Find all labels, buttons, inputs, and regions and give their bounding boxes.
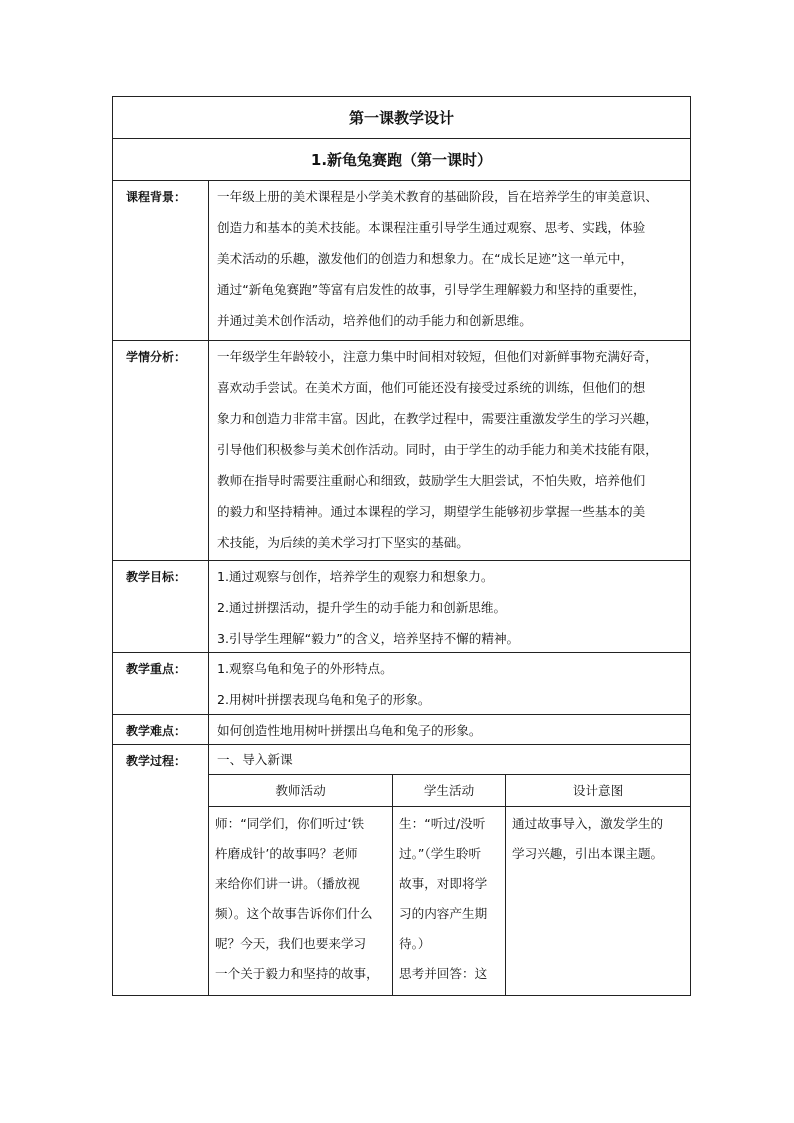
student-line: 过。”（学生聆听 — [399, 846, 482, 861]
design-intent-header: 设计意图 — [506, 775, 690, 807]
background-label: 课程背景： — [113, 181, 209, 340]
analysis-label: 学情分析： — [113, 341, 209, 560]
objective-item: 2.通过拼摆活动，提升学生的动手能力和创新思维。 — [217, 600, 507, 615]
analysis-line: 术技能，为后续的美术学习打下坚实的基础。 — [217, 535, 469, 550]
analysis-line: 喜欢动手尝试。在美术方面，他们可能还没有接受过系统的训练，但他们的想 — [217, 380, 646, 395]
analysis-line: 象力和创造力非常丰富。因此，在教学过程中，需要注重激发学生的学习兴趣， — [217, 411, 658, 426]
process-label: 教学过程： — [113, 745, 209, 996]
objectives-label: 教学目标： — [113, 561, 209, 652]
key-point-item: 1.观察乌龟和兔子的外形特点。 — [217, 661, 393, 676]
background-line: 并通过美术创作活动，培养他们的动手能力和创新思维。 — [217, 313, 532, 328]
background-line: 美术活动的乐趣，激发他们的创造力和想象力。在“成长足迹”这一单元中， — [217, 251, 634, 266]
objective-item: 1.通过观察与创作，培养学生的观察力和想象力。 — [217, 569, 494, 584]
difficulty-row — [113, 715, 690, 745]
student-line: 生：“听过/没听 — [399, 816, 486, 831]
student-activity-cell — [393, 807, 506, 996]
process-section-title: 一、导入新课 — [209, 745, 690, 775]
teacher-line: 呢？今天，我们也要来学习 — [215, 936, 367, 951]
objective-item: 3.引导学生理解“毅力”的含义，培养坚持不懈的精神。 — [217, 631, 520, 646]
design-intent-cell — [506, 807, 690, 996]
background-line: 一年级上册的美术课程是小学美术教育的基础阶段，旨在培养学生的审美意识、 — [217, 189, 658, 204]
key-point-item: 2.用树叶拼摆表现乌龟和兔子的形象。 — [217, 692, 431, 707]
student-line: 习的内容产生期 — [399, 906, 488, 921]
teacher-line: 杵磨成针’的故事吗？老师 — [215, 846, 358, 861]
teacher-activity-header: 教师活动 — [209, 775, 393, 807]
process-row — [113, 745, 690, 996]
teacher-line: 频）。这个故事告诉你们什么 — [215, 906, 373, 921]
intent-line: 通过故事导入，激发学生的 — [512, 816, 664, 831]
background-row — [113, 181, 690, 341]
teacher-line: 来给你们讲一讲。（播放视 — [215, 876, 360, 891]
analysis-line: 教师在指导时需要注重耐心和细致，鼓励学生大胆尝试，不怕失败，培养他们 — [217, 473, 646, 488]
analysis-line: 的毅力和坚持精神。通过本课程的学习，期望学生能够初步掌握一些基本的美 — [217, 504, 646, 519]
analysis-row — [113, 341, 690, 561]
analysis-content — [209, 341, 690, 558]
analysis-line: 引导他们积极参与美术创作活动。同时，由于学生的动手能力和美术技能有限， — [217, 442, 658, 457]
difficulty-content — [209, 715, 690, 746]
background-line: 通过“新龟兔赛跑”等富有启发性的故事，引导学生理解毅力和坚持的重要性， — [217, 282, 646, 297]
teacher-line: 师：“同学们，你们听过‘铁 — [215, 816, 365, 831]
intent-line: 学习兴趣，引出本课主题。 — [512, 846, 664, 861]
document-title: 第一课教学设计 — [113, 97, 690, 139]
key-points-label: 教学重点： — [113, 653, 209, 714]
teacher-activity-cell — [209, 807, 393, 996]
analysis-line: 一年级学生年龄较小，注意力集中时间相对较短，但他们对新鲜事物充满好奇， — [217, 349, 658, 364]
key-points-row — [113, 653, 690, 715]
objectives-content — [209, 561, 690, 654]
objectives-row — [113, 561, 690, 653]
lesson-title: 1.新龟兔赛跑（第一课时） — [113, 139, 690, 181]
student-line: 思考并回答：这 — [399, 966, 488, 981]
lesson-plan-table — [112, 96, 691, 996]
difficulty-text: 如何创造性地用树叶拼摆出乌龟和兔子的形象。 — [217, 723, 482, 738]
student-line: 待。） — [399, 936, 431, 951]
student-activity-header: 学生活动 — [393, 775, 506, 807]
background-line: 创造力和基本的美术技能。本课程注重引导学生通过观察、思考、实践，体验 — [217, 220, 646, 235]
student-line: 故事，对即将学 — [399, 876, 488, 891]
difficulty-label: 教学难点： — [113, 715, 209, 744]
teacher-line: 一个关于毅力和坚持的故事， — [215, 966, 379, 981]
key-points-content — [209, 653, 690, 715]
background-content — [209, 181, 690, 336]
